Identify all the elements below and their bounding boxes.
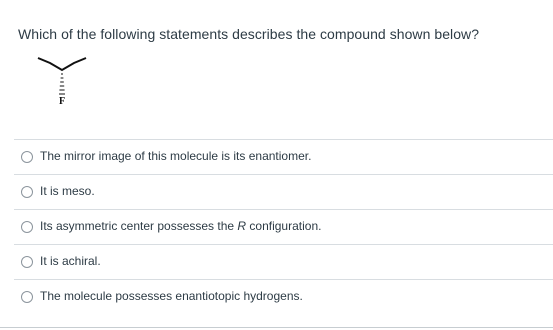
answer-list: [0, 139, 553, 314]
answer-label[interactable]: Its asymmetric center possesses the R configuration.: [40, 219, 322, 233]
radio-button[interactable]: [21, 221, 33, 233]
answer-label[interactable]: It is achiral.: [40, 254, 101, 268]
radio-button[interactable]: [21, 151, 33, 163]
answer-option[interactable]: [0, 280, 553, 314]
radio-button[interactable]: [21, 186, 33, 198]
answer-label[interactable]: It is meso.: [40, 184, 95, 198]
answer-label[interactable]: The mirror image of this molecule is its enantiomer.: [40, 149, 312, 163]
question-text: Which of the following statements describes the compound shown below?: [18, 26, 480, 42]
answer-option[interactable]: [0, 245, 553, 279]
answer-option[interactable]: [0, 210, 553, 244]
molecule-structure: [36, 50, 116, 120]
hashed-wedge-bond: [59, 74, 65, 94]
bottom-divider: [0, 327, 553, 328]
radio-button[interactable]: [21, 256, 33, 268]
bond-lines: [38, 58, 86, 70]
answer-option[interactable]: [0, 140, 553, 174]
radio-button[interactable]: [21, 291, 33, 303]
answer-option[interactable]: [0, 175, 553, 209]
answer-label[interactable]: The molecule possesses enantiotopic hydrogens.: [40, 289, 303, 303]
fluorine-label: F: [58, 96, 66, 107]
